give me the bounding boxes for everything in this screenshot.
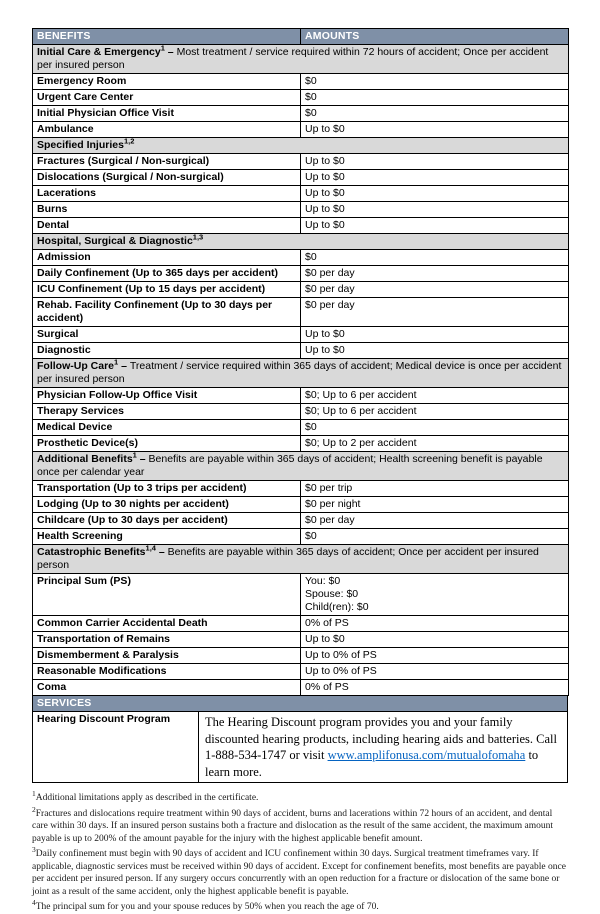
table-row xyxy=(33,122,569,138)
benefit-name: Dismemberment & Paralysis xyxy=(33,648,301,664)
services-table xyxy=(32,695,568,783)
benefit-name: Dislocations (Surgical / Non-surgical) xyxy=(33,170,301,186)
footnote-marker: 1 xyxy=(32,788,36,798)
table-row xyxy=(33,632,569,648)
benefit-name: Prosthetic Device(s) xyxy=(33,436,301,452)
amount-line: Up to 0% of PS xyxy=(305,665,377,677)
benefit-amount xyxy=(301,648,569,664)
section-cell xyxy=(33,45,569,74)
amount-line: $0 per night xyxy=(305,498,361,510)
section-separator: – xyxy=(155,546,168,558)
hearing-text-after: to learn more. xyxy=(205,748,539,779)
benefit-name: Emergency Room xyxy=(33,74,301,90)
amount-line: Up to $0 xyxy=(305,344,345,356)
section-description: Treatment / service required within 365 days of accident; Medical device is once per accident per insured person xyxy=(37,360,562,385)
benefit-amount xyxy=(301,388,569,404)
section-title: Specified Injuries xyxy=(37,139,124,151)
benefit-amount xyxy=(301,404,569,420)
benefit-amount xyxy=(301,680,569,696)
benefit-amount xyxy=(301,106,569,122)
footnote-reference: 1,3 xyxy=(192,232,204,242)
benefit-amount xyxy=(301,497,569,513)
section-row xyxy=(33,138,569,154)
benefit-amount xyxy=(301,186,569,202)
footnote: $^2$Fractures and dislocations require treatment within 90 days of accident, burns and lacerations within 72 hours of an accident, and dental care within 30 days. If an insured person sustains both a fracture and dislocation as the result of the same accident, the maximum amount payable is up to 200% of the amount payable for the injury with the highest applicable benefit amount. xyxy=(32,804,554,844)
benefit-name: Ambulance xyxy=(33,122,301,138)
benefit-name: Rehab. Facility Confinement (Up to 30 days per accident) xyxy=(33,298,301,327)
footnote: $^4$The principal sum for you and your spouse reduces by 50% when you reach the age of 70. xyxy=(32,897,379,912)
benefit-amount xyxy=(301,513,569,529)
section-separator: – xyxy=(164,46,177,58)
amount-line: $0 xyxy=(305,91,317,103)
table-row xyxy=(33,420,569,436)
amount-line: Up to $0 xyxy=(305,123,345,135)
hearing-program-link[interactable]: www.amplifonusa.com/mutualofomaha xyxy=(327,748,526,762)
table-row xyxy=(33,250,569,266)
benefit-name: Admission xyxy=(33,250,301,266)
benefit-amount xyxy=(301,327,569,343)
section-title: Hospital, Surgical & Diagnostic xyxy=(37,235,193,247)
benefit-amount xyxy=(301,664,569,680)
benefit-name: Medical Device xyxy=(33,420,301,436)
amount-line: $0; Up to 6 per accident xyxy=(305,405,417,417)
benefit-name: Reasonable Modifications xyxy=(33,664,301,680)
benefit-amount xyxy=(301,616,569,632)
table-row xyxy=(33,282,569,298)
services-row xyxy=(33,712,568,783)
section-description: Benefits are payable within 365 days of accident; Once per accident per insured person xyxy=(37,546,539,571)
table-row xyxy=(33,327,569,343)
table-row xyxy=(33,186,569,202)
table-row xyxy=(33,170,569,186)
amount-line: $0; Up to 6 per accident xyxy=(305,389,417,401)
table-row xyxy=(33,616,569,632)
section-cell xyxy=(33,138,569,154)
benefit-name: Lacerations xyxy=(33,186,301,202)
hearing-program-description xyxy=(199,712,568,783)
benefit-name: Principal Sum (PS) xyxy=(33,574,301,616)
section-title: Initial Care & Emergency xyxy=(37,46,161,58)
benefit-name: Fractures (Surgical / Non-surgical) xyxy=(33,154,301,170)
table-row xyxy=(33,343,569,359)
benefit-amount xyxy=(301,170,569,186)
amount-line: $0 xyxy=(305,251,317,263)
amount-line: $0 per day xyxy=(305,267,355,279)
section-description: Most treatment / service required within 72 hours of accident; Once per accident per insured person xyxy=(37,46,549,71)
section-cell xyxy=(33,545,569,574)
amount-line: $0 per day xyxy=(305,283,355,295)
benefit-name: Coma xyxy=(33,680,301,696)
benefit-amount xyxy=(301,266,569,282)
services-header-row xyxy=(33,696,568,712)
table-row xyxy=(33,680,569,696)
benefit-name: Therapy Services xyxy=(33,404,301,420)
benefit-name: Physician Follow-Up Office Visit xyxy=(33,388,301,404)
benefit-name: Dental xyxy=(33,218,301,234)
amount-line: Up to $0 xyxy=(305,633,345,645)
footnote-reference: 1,2 xyxy=(123,136,135,146)
amount-line: $0 per day xyxy=(305,299,355,311)
amount-line: $0 xyxy=(305,107,317,119)
section-title: Follow-Up Care xyxy=(37,360,115,372)
section-separator: – xyxy=(136,453,149,465)
benefit-name: Transportation of Remains xyxy=(33,632,301,648)
footnote-reference: 1,4 xyxy=(145,543,156,553)
footnote: $^1$Additional limitations apply as described in the certificate. xyxy=(32,788,259,803)
benefit-amount xyxy=(301,343,569,359)
amount-line: 0% of PS xyxy=(305,681,349,693)
section-row xyxy=(33,359,569,388)
hearing-text-before: The Hearing Discount program provides you and your family discounted hearing products, including hearing aids and batteries. Call 1-888-534-1747 or visit xyxy=(205,715,557,762)
amount-line: 0% of PS xyxy=(305,617,349,629)
amount-line: Spouse: $0 xyxy=(305,588,359,600)
amount-line: $0 per day xyxy=(305,514,355,526)
table-row xyxy=(33,298,569,327)
benefit-amount xyxy=(301,202,569,218)
benefit-amount xyxy=(301,154,569,170)
benefit-name: Burns xyxy=(33,202,301,218)
amount-line: $0 per trip xyxy=(305,482,353,494)
section-row xyxy=(33,545,569,574)
section-row xyxy=(33,234,569,250)
benefit-amount xyxy=(301,574,569,616)
amount-line: Up to $0 xyxy=(305,171,345,183)
table-row xyxy=(33,436,569,452)
hearing-program-name: Hearing Discount Program xyxy=(33,712,199,783)
footnote-marker: 2 xyxy=(32,804,36,814)
section-separator: – xyxy=(118,360,130,372)
amount-line: Up to $0 xyxy=(305,219,345,231)
benefit-name: Daily Confinement (Up to 365 days per accident) xyxy=(33,266,301,282)
benefit-name: Surgical xyxy=(33,327,301,343)
footnote-marker: 4 xyxy=(32,897,36,907)
amount-line: Up to $0 xyxy=(305,155,345,167)
table-row xyxy=(33,497,569,513)
amount-line: Up to $0 xyxy=(305,203,345,215)
table-row xyxy=(33,266,569,282)
section-cell xyxy=(33,359,569,388)
table-row xyxy=(33,574,569,616)
benefit-amount xyxy=(301,74,569,90)
amount-line: $0 xyxy=(305,530,317,542)
benefits-table xyxy=(32,28,569,696)
benefit-amount xyxy=(301,420,569,436)
table-row xyxy=(33,154,569,170)
section-title: Catastrophic Benefits xyxy=(37,546,146,558)
benefit-name: Health Screening xyxy=(33,529,301,545)
footnotes xyxy=(32,788,568,914)
benefit-amount xyxy=(301,481,569,497)
amount-line: $0 xyxy=(305,421,317,433)
footnote-marker: 3 xyxy=(32,844,36,854)
footnote: $^3$Daily confinement must begin with 90 days of accident and ICU confinement within 30 days. Surgical treatment timeframes vary. If applicable, diagnostic services must be received within 90 days of accident. Except for confinement benefits, most benefits are payable once per accident per insured person. If any surgery occurs concurrently with an open reduction for a fracture or dislocation of the same bone or joint as a result of the same accident, only the highest applicable benefit is payable. xyxy=(32,844,566,897)
benefit-name: Initial Physician Office Visit xyxy=(33,106,301,122)
table-row xyxy=(33,388,569,404)
section-cell xyxy=(33,234,569,250)
table-row xyxy=(33,106,569,122)
benefit-amount xyxy=(301,122,569,138)
column-header-benefits: BENEFITS xyxy=(33,29,301,45)
table-row xyxy=(33,513,569,529)
services-header: SERVICES xyxy=(33,696,568,712)
table-row xyxy=(33,648,569,664)
amount-line: Up to $0 xyxy=(305,187,345,199)
amount-line: Up to $0 xyxy=(305,328,345,340)
section-row xyxy=(33,452,569,481)
footnote-reference: 1 xyxy=(160,43,165,53)
benefit-amount xyxy=(301,218,569,234)
table-row xyxy=(33,74,569,90)
benefit-name: Transportation (Up to 3 trips per accident) xyxy=(33,481,301,497)
footnote-reference: 1 xyxy=(132,450,137,460)
benefit-amount xyxy=(301,632,569,648)
footnote-reference: 1 xyxy=(114,357,119,367)
column-header-amounts: AMOUNTS xyxy=(301,29,569,45)
section-row xyxy=(33,45,569,74)
table-row xyxy=(33,481,569,497)
benefit-name: Common Carrier Accidental Death xyxy=(33,616,301,632)
benefit-amount xyxy=(301,90,569,106)
benefit-amount xyxy=(301,282,569,298)
amount-line: $0; Up to 2 per accident xyxy=(305,437,417,449)
section-description: Benefits are payable within 365 days of accident; Health screening benefit is payable once per calendar year xyxy=(37,453,543,478)
benefit-amount xyxy=(301,298,569,327)
table-row xyxy=(33,218,569,234)
section-cell xyxy=(33,452,569,481)
table-row xyxy=(33,202,569,218)
table-row xyxy=(33,529,569,545)
table-row xyxy=(33,664,569,680)
section-title: Additional Benefits xyxy=(37,453,133,465)
benefit-amount xyxy=(301,529,569,545)
benefit-name: ICU Confinement (Up to 15 days per accident) xyxy=(33,282,301,298)
table-row xyxy=(33,404,569,420)
amount-line: Child(ren): $0 xyxy=(305,601,369,613)
benefit-amount xyxy=(301,250,569,266)
amount-line: You: $0 xyxy=(305,575,341,587)
benefit-name: Diagnostic xyxy=(33,343,301,359)
benefit-name: Urgent Care Center xyxy=(33,90,301,106)
table-header-row xyxy=(33,29,569,45)
amount-line: Up to 0% of PS xyxy=(305,649,377,661)
table-row xyxy=(33,90,569,106)
benefit-name: Childcare (Up to 30 days per accident) xyxy=(33,513,301,529)
amount-line: $0 xyxy=(305,75,317,87)
benefit-amount xyxy=(301,436,569,452)
benefit-name: Lodging (Up to 30 nights per accident) xyxy=(33,497,301,513)
